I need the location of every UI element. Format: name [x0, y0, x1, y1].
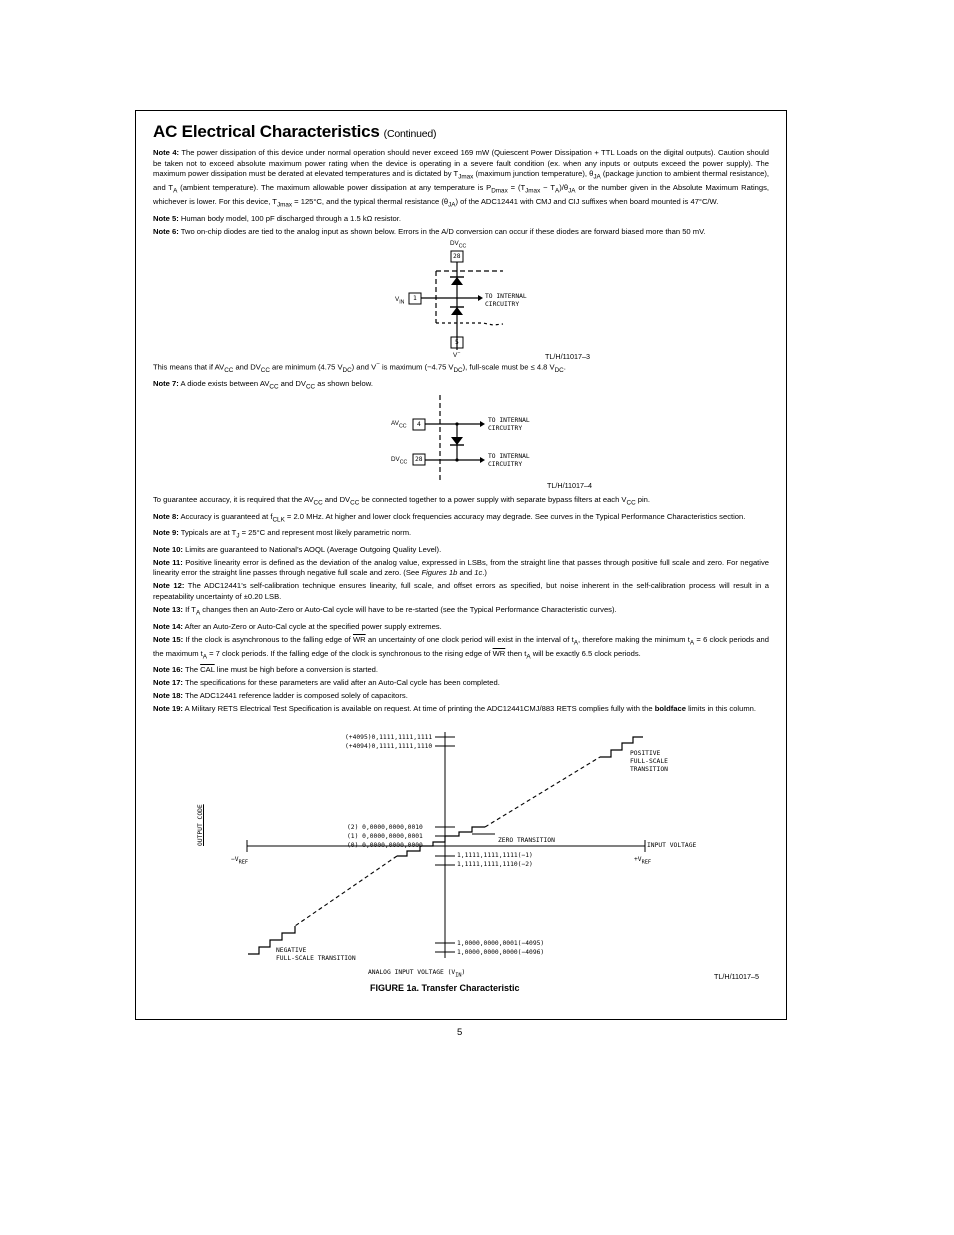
- note-15: Note 15: If the clock is asynchronous to the falling edge of $\overline{WR}$ an uncertainty of one clock period will exist in the interval of $t_A$, therefore making the minimum $t_A = 6$ clock periods and the maximum $t_A = 7$ clock periods. If the falling edge of the clock is synchronous to the rising edge of $\overline{WR}$ then $t_A$ will be exactly 6.5 clock periods.: [153, 634, 769, 661]
- avcc-label: $AV_{CC}$: [391, 420, 407, 430]
- note-7: Note 7: A diode exists between $AV_{CC}$ and $DV_{CC}$ as shown below.: [153, 378, 373, 391]
- figure-id: TL/H/11017–3: [545, 351, 591, 361]
- vin-label: $V_{IN}$: [395, 295, 405, 306]
- note-5: Note 5: Human body model, 100 pF discharged through a 1.5 kΩ resistor.: [153, 213, 401, 223]
- note-9: Note 9: Typicals are at $T_J = 25^\circ C$ and represent most likely parametric norm.: [153, 528, 412, 540]
- to-internal-label: TO INTERNAL: [485, 292, 527, 300]
- page-content: [153, 122, 769, 717]
- input-voltage-label: INPUT VOLTAGE: [647, 842, 697, 849]
- vminus-label: V−: [453, 349, 461, 359]
- supply-diode-schematic: [153, 395, 769, 495]
- note-4: Note 4: The power dissipation of this device under normal operation should never exceed 169 mW (Quiescent Power Dissipation + TTL Loads on the digital outputs). Caution should be taken not to exceed absolute maximum power rating when the device is operating in a severe fault condition (ex. when any inputs or outputs exceed the power supply). The maximum power dissipation must be derated at elevated temperatures and is dictated by $T_{Jmax}$ (maximum junction temperature), $\theta_{JA}$ (package junction to ambient thermal resistance), and $T_A$ (ambient temperature). The maximum allowable power dissipation at any temperature is $P_{Dmax} = (T_{Jmax} - T_A)/\theta_{JA}$ or the number given in the Absolute Maximum Ratings, whichever is lower. For this device, $T_{Jmax} = 125^\circ C$, and the typical thermal resistance $(\theta_{JA})$ of the ADC12441 with CMJ and CIJ suffixes when board mounted is 47°C/W.: [153, 148, 770, 209]
- note-16: Note 16: The $\overline{CAL}$ line must be high before a conversion is started.: [153, 665, 379, 675]
- code-1: (1) 0,0000,0000,0001: [347, 833, 423, 840]
- to-internal-label-2: TO INTERNAL: [488, 453, 530, 461]
- code-2: (2) 0,0000,0000,0010: [347, 824, 423, 831]
- note-6: Note 6: Two on-chip diodes are tied to the analog input as shown below. Errors in the A/D conversion can occur if these diodes are forward biased more than 50 mV.: [153, 226, 706, 236]
- zero-transition-label: ZERO TRANSITION: [498, 837, 555, 844]
- code-minus-2: 1,1111,1111,1110(−2): [457, 861, 533, 868]
- analog-input-axis-label: ANALOG INPUT VOLTAGE $(V_{IN})$: [368, 969, 466, 979]
- circuitry-label-1: CIRCUITRY: [488, 425, 523, 433]
- note-6-followup: This means that if $AV_{CC}$ and $DV_{CC}$ are minimum (4.75 $V_{DC}$) and V− is maximum (−4.75 $V_{DC}$), full-scale must be ≤ 4.8 $V_{DC}$.: [153, 360, 566, 374]
- circuitry-label-2: CIRCUITRY: [488, 461, 523, 469]
- pin-1-label: 1: [413, 294, 417, 302]
- to-internal-label-1: TO INTERNAL: [488, 417, 530, 425]
- note-13: Note 13: If $T_A$ changes then an Auto-Zero or Auto-Cal cycle will have to be re-started (see the Typical Performance Characteristic curves).: [153, 605, 617, 617]
- code-0: (0) 0,0000,0000,0000: [347, 842, 423, 849]
- output-code-axis-label: OUTPUT CODE: [197, 804, 204, 846]
- dvcc-label-2: $DV_{CC}$: [391, 456, 408, 466]
- dvcc-label: $DV_{CC}$: [450, 239, 467, 250]
- positive-transition-label-2: FULL-SCALE: [630, 758, 668, 765]
- circuitry-label: CIRCUITRY: [485, 300, 520, 308]
- positive-transition-label-1: POSITIVE: [630, 750, 661, 757]
- negative-transition-label-1: NEGATIVE: [276, 947, 307, 954]
- note-8: Note 8: Accuracy is guaranteed at $f_{CLK} = 2.0$ MHz. At higher and lower clock frequencies accuracy may degrade. See curves in the Typical Performance Characteristics section.: [153, 511, 746, 524]
- code-plus-4095: (+4095)0,1111,1111,1111: [345, 734, 433, 741]
- negative-transition-label-2: FULL-SCALE TRANSITION: [276, 955, 356, 962]
- section-heading: [153, 122, 769, 144]
- input-diode-figure: [153, 240, 769, 360]
- pin-28-label: 28: [453, 252, 461, 260]
- input-diode-schematic: [153, 240, 769, 360]
- code-minus-1: 1,1111,1111,1111(−1): [457, 852, 533, 859]
- positive-transition-label-3: TRANSITION: [630, 766, 668, 773]
- pin-5-label: 5: [455, 338, 459, 346]
- note-14: Note 14: After an Auto-Zero or Auto-Cal cycle at the specified power supply extremes.: [153, 621, 442, 631]
- section-title: AC Electrical Characteristics: [153, 122, 380, 141]
- pin-4-label: 4: [417, 421, 421, 429]
- supply-diode-figure: [153, 395, 769, 495]
- page-number: 5: [457, 1027, 463, 1038]
- note-11: Note 11: Positive linearity error is defined as the deviation of the analog value, expressed in LSBs, from the straight line that passes through positive full scale and zero. For negative linearity error the straight line passes through negative full scale and zero. (See Figures 1b and 1c.): [153, 557, 769, 578]
- note-17: Note 17: The specifications for these parameters are valid after an Auto-Cal cycle has been completed.: [153, 678, 500, 688]
- note-19: Note 19: A Military RETS Electrical Test Specification is available on request. At time of printing the ADC12441CMJ/883 RETS complies fully with the boldface limits in this column.: [153, 704, 757, 714]
- figure-id-2: TL/H/11017–4: [547, 481, 593, 491]
- figure-caption: FIGURE 1a. Transfer Characteristic: [370, 983, 520, 993]
- code-minus-4096: 1,0000,0000,0000(−4096): [457, 949, 545, 956]
- plus-vref-label: $+V_{REF}$: [634, 856, 652, 866]
- continued-label: (Continued): [383, 128, 437, 140]
- code-minus-4095: 1,0000,0000,0001(−4095): [457, 940, 545, 947]
- code-plus-4094: (+4094)0,1111,1111,1110: [345, 743, 433, 750]
- note-12: Note 12: The ADC12441’s self-calibration technique ensures linearity, full scale, and offset errors as specified, but noise inherent in the self-calibration process will result in a repeatability uncertainty of ±0.20 LSB.: [153, 581, 769, 602]
- note-18: Note 18: The ADC12441 reference ladder is composed solely of capacitors.: [153, 691, 408, 701]
- note-7-followup: To guarantee accuracy, it is required that the $AV_{CC}$ and $DV_{CC}$ be connected together to a power supply with separate bypass filters at each $V_{CC}$ pin.: [153, 495, 650, 507]
- note-10: Note 10: Limits are guaranteed to National’s AOQL (Average Outgoing Quality Level).: [153, 544, 442, 554]
- pin-28-label-2: 28: [415, 456, 423, 464]
- figure-id-3: TL/H/11017–5: [714, 972, 760, 981]
- transfer-characteristic-figure: [135, 728, 787, 998]
- minus-vref-label: $-V_{REF}$: [231, 856, 249, 866]
